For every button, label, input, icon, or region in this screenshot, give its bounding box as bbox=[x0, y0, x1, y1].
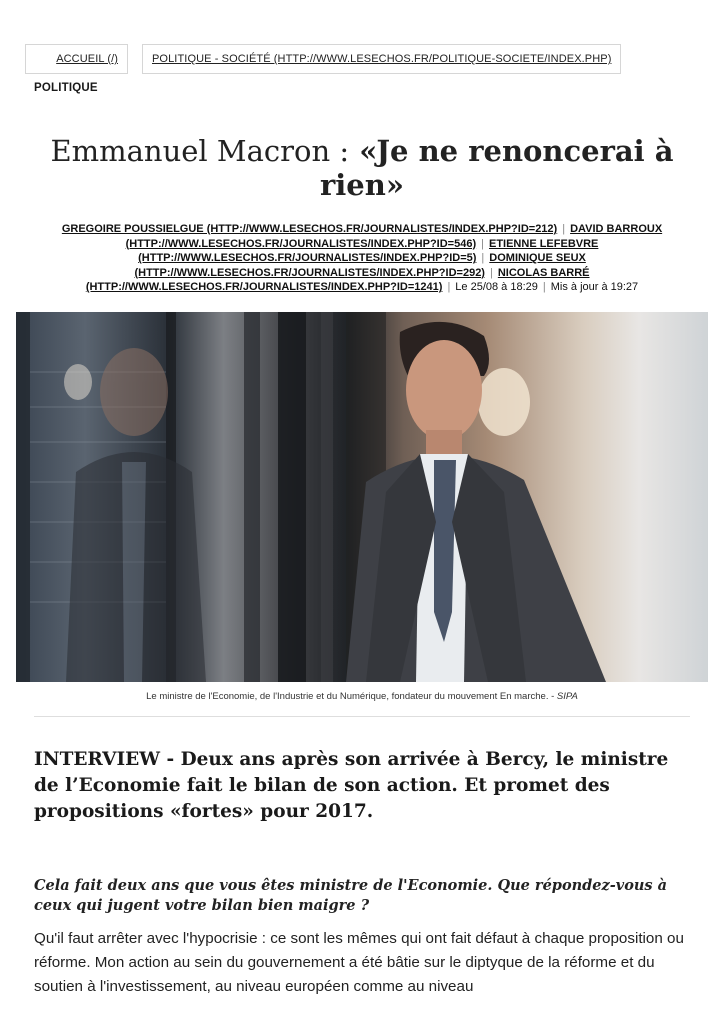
author-link[interactable]: GREGOIRE POUSSIELGUE (HTTP://WWW.LESECHOS.FR/JOURNALISTES/INDEX.PHP?ID=212) bbox=[61, 223, 558, 235]
separator: | bbox=[489, 266, 493, 279]
author-link[interactable]: DOMINIQUE SEUX (HTTP://WWW.LESECHOS.FR/JOURNALISTES/INDEX.PHP?ID=292) bbox=[134, 252, 586, 279]
breadcrumb-home-link[interactable]: ACCUEIL (/) bbox=[25, 44, 128, 74]
portrait-illustration bbox=[16, 312, 708, 682]
separator: | bbox=[481, 237, 484, 250]
separator: | bbox=[481, 252, 485, 265]
author-link[interactable]: ETIENNE LEFEBVRE (HTTP://WWW.LESECHOS.FR/JOURNALISTES/INDEX.PHP?ID=5) bbox=[138, 237, 599, 265]
photo-caption: Le ministre de l'Economie, de l'Industrie et du Numérique, fondateur du mouvement En marche. - SIPA bbox=[146, 691, 578, 702]
author-link[interactable]: NICOLAS BARRÉ (HTTP://WWW.LESECHOS.FR/JOURNALISTES/INDEX.PHP?ID=1241) bbox=[85, 266, 590, 294]
divider bbox=[34, 716, 690, 717]
published-date: Le 25/08 à 18:29 bbox=[455, 281, 538, 294]
separator: | bbox=[447, 281, 451, 294]
author-link[interactable]: DAVID BARROUX (HTTP://WWW.LESECHOS.FR/JOURNALISTES/INDEX.PHP?ID=546) bbox=[125, 223, 663, 250]
byline bbox=[40, 222, 684, 295]
interview-answer: Qu'il faut arrêter avec l'hypocrisie : ce sont les mêmes qui ont fait défaut à chaque proposition ou réforme. Mon action au sein du gouvernement a été bâtie sur le diptyque de la réforme et du soutien à l'investissement, au niveau européen comme au niveau bbox=[34, 930, 684, 995]
separator: | bbox=[562, 223, 566, 235]
title-name: Emmanuel Macron : bbox=[50, 134, 350, 168]
breadcrumb-section-link[interactable]: POLITIQUE - SOCIÉTÉ (HTTP://WWW.LESECHOS.FR/POLITIQUE-SOCIETE/INDEX.PHP) bbox=[142, 44, 621, 74]
breadcrumb bbox=[25, 44, 621, 74]
updated-date: Mis à jour à 19:27 bbox=[550, 281, 639, 294]
interview-question: Cela fait deux ans que vous êtes ministre de l'Economie. Que répondez-vous à ceux qui jugent votre bilan bien maigre ? bbox=[34, 877, 668, 914]
title-quote: «Je ne renoncerai à rien» bbox=[320, 134, 674, 202]
article-photo bbox=[16, 312, 708, 682]
article-title bbox=[40, 134, 684, 202]
photo-credit: SIPA bbox=[556, 691, 578, 702]
separator: | bbox=[542, 281, 546, 294]
caption-text: Le ministre de l'Economie, de l'Industrie et du Numérique, fondateur du mouvement En marche. bbox=[146, 691, 549, 702]
section-label: POLITIQUE bbox=[34, 82, 98, 94]
article-lead: INTERVIEW - Deux ans après son arrivée à Bercy, le ministre de l’Economie fait le bilan de son action. Et promet des propositions «fortes» pour 2017. bbox=[34, 749, 669, 822]
